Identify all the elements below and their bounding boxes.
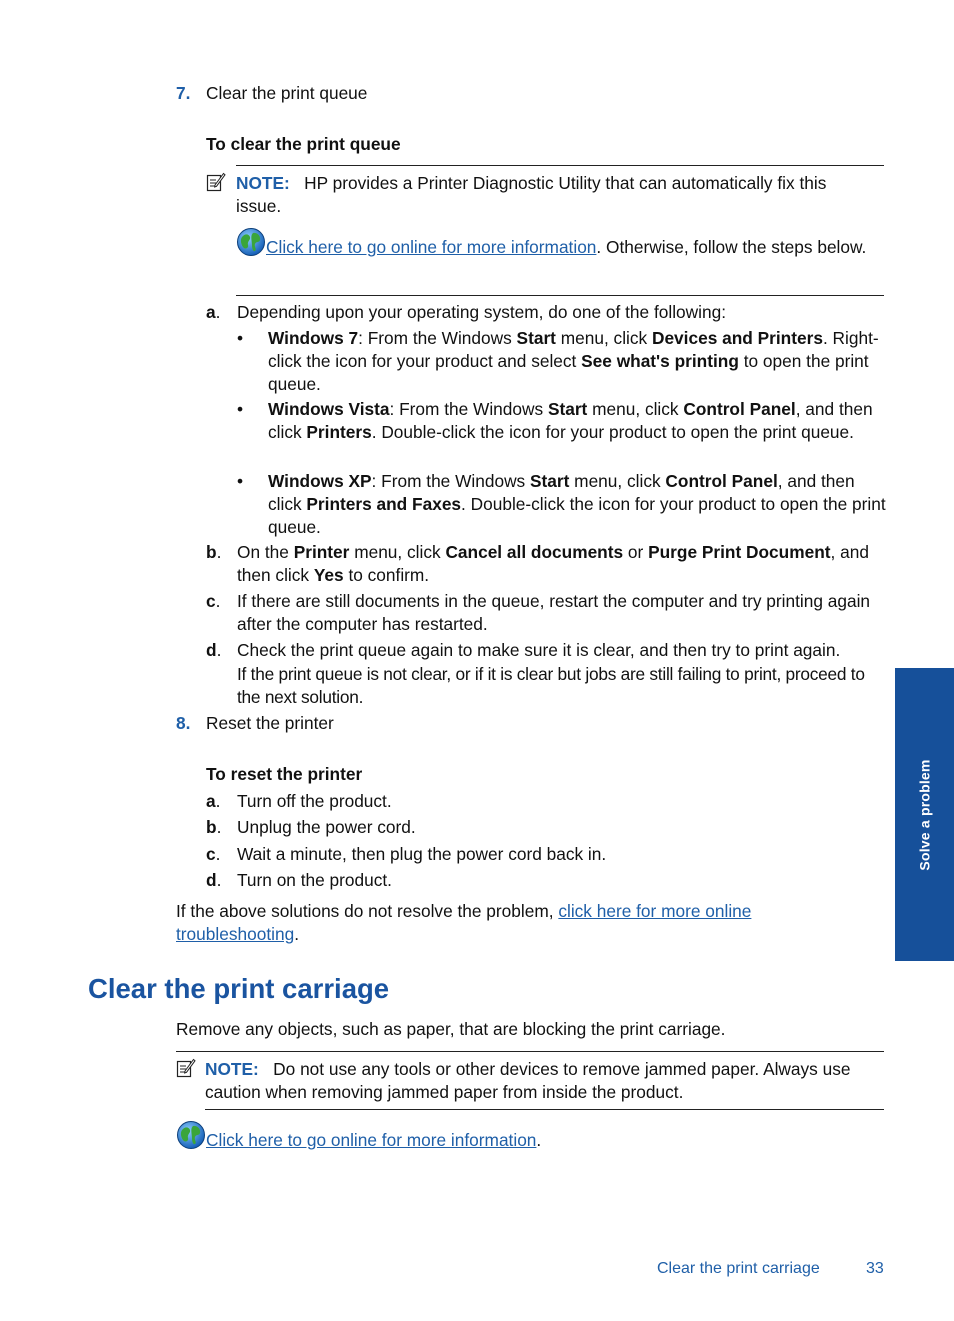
online-info-paragraph: Click here to go online for more information. — [206, 1130, 542, 1150]
item-letter: b. — [206, 817, 222, 837]
online-info-link[interactable]: Click here to go online for more information — [266, 237, 597, 257]
note-icon — [206, 172, 226, 192]
side-tab — [895, 668, 954, 961]
item-text-cancel: On the Printer menu, click Cancel all documents or Purge Print Document, and then click Yes to confirm. — [237, 542, 869, 585]
section-intro: Remove any objects, such as paper, that are blocking the print carriage. — [176, 1019, 726, 1039]
note-label: NOTE: — [236, 173, 290, 193]
note-rule-top — [176, 1051, 884, 1052]
bullet-dot: • — [237, 399, 244, 419]
note-label: NOTE: — [205, 1059, 259, 1079]
item-text: Unplug the power cord. — [237, 817, 416, 837]
online-info-link[interactable]: Click here to go online for more information — [206, 1130, 537, 1150]
item-text: Wait a minute, then plug the power cord back in. — [237, 844, 607, 864]
note-text: HP provides a Printer Diagnostic Utility that can automatically fix this issue. — [236, 173, 827, 216]
side-tab-label: Solve a problem — [916, 758, 932, 871]
item-letter: c. — [206, 591, 221, 611]
item-letter: a. — [206, 302, 221, 322]
note-icon — [176, 1058, 196, 1078]
item-text-extra: If the print queue is not clear, or if it is clear but jobs are still failing to print, proceed to the next solution. — [237, 664, 865, 707]
globe-icon — [176, 1120, 206, 1150]
online-info-paragraph — [236, 236, 876, 259]
step-title: Reset the printer — [206, 713, 334, 733]
online-info-after: . Otherwise, follow the steps below. — [596, 237, 867, 257]
page-number: 33 — [866, 1260, 884, 1277]
note-block — [236, 172, 876, 218]
step-number: 8. — [176, 713, 191, 733]
online-troubleshooting-link[interactable]: click here for more online troubleshooting — [176, 901, 752, 944]
step-number: 7. — [176, 83, 191, 103]
item-letter: b. — [206, 542, 222, 562]
item-text: Turn off the product. — [237, 791, 392, 811]
bullet-dot: • — [237, 471, 244, 491]
item-letter: c. — [206, 844, 221, 864]
item-text: If there are still documents in the queue, restart the computer and try printing again after the computer has restarted. — [237, 591, 871, 634]
item-text: Depending upon your operating system, do one of the following: — [237, 302, 726, 322]
step-title: Clear the print queue — [206, 83, 368, 103]
note-text: Do not use any tools or other devices to remove jammed paper. Always use caution when removing jammed paper from inside the product. — [205, 1059, 851, 1102]
item-letter: d. — [206, 640, 222, 660]
section-heading: Clear the print carriage — [88, 973, 390, 1004]
subheading: To clear the print queue — [206, 134, 401, 154]
closing-paragraph: If the above solutions do not resolve the problem, click here for more online troubleshooting. — [176, 901, 752, 944]
item-letter: a. — [206, 791, 221, 811]
item-text: Turn on the product. — [237, 870, 392, 890]
bullet-windows-7: Windows 7: From the Windows Start menu, click Devices and Printers. Right-click the icon for your product and select See what's printing to open the print queue. — [268, 328, 879, 394]
note-block — [205, 1058, 887, 1104]
item-text: Check the print queue again to make sure it is clear, and then try to print again. — [237, 640, 841, 660]
item-letter: d. — [206, 870, 222, 890]
bullet-dot: • — [237, 328, 244, 348]
note-rule-bottom — [205, 1109, 884, 1110]
bullet-windows-vista: Windows Vista: From the Windows Start menu, click Control Panel, and then click Printers. Double-click the icon for your product to open the print queue. — [268, 399, 873, 442]
note-rule-top — [236, 165, 884, 166]
bullet-windows-xp: Windows XP: From the Windows Start menu, click Control Panel, and then click Printers and Faxes. Double-click the icon for your product to open the print queue. — [268, 471, 886, 537]
note-rule-bottom — [236, 295, 884, 296]
subheading: To reset the printer — [206, 764, 363, 784]
footer-title: Clear the print carriage — [657, 1260, 820, 1277]
